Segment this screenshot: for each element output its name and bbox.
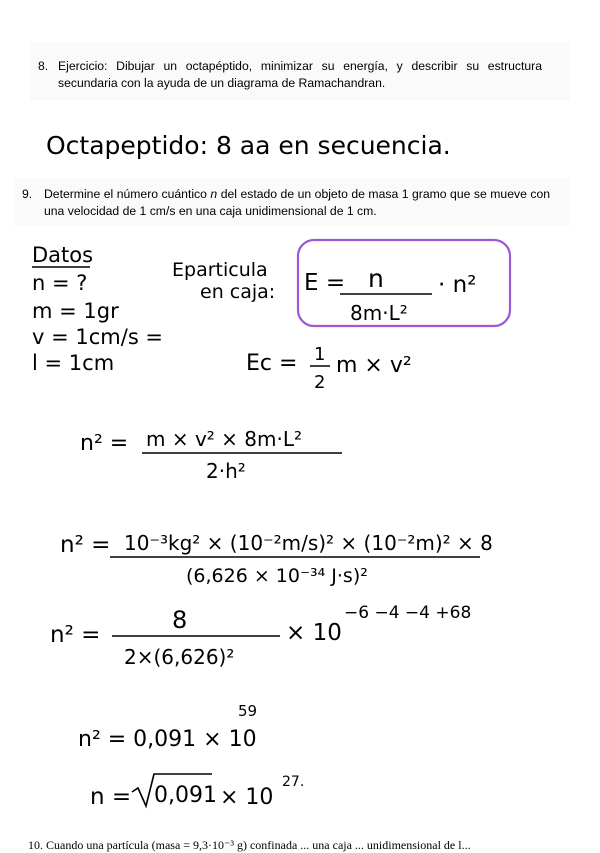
step3-lhs: n² =	[50, 622, 101, 648]
exercise-9-text: Determine el número cuántico n del estado de un objeto de masa 1 gramo que se mueve con una velocidad de 1 cm/s en una caja unidimensional de 1 cm.	[44, 187, 550, 218]
datos-item: l = 1cm	[32, 351, 115, 375]
e-formula-num: n	[368, 264, 384, 293]
e-particula-label-2: en caja:	[200, 281, 276, 303]
step1-num: m × v² × 8m·L²	[146, 427, 303, 451]
step2-num: 10⁻³kg² × (10⁻²m/s)² × (10⁻²m)² × 8	[124, 531, 493, 555]
step2-den: (6,626 × 10⁻³⁴ J·s)²	[186, 565, 368, 587]
step4: n² = 0,091 × 10	[78, 727, 257, 752]
datos-title: Datos	[32, 243, 94, 267]
step1-lhs: n² =	[80, 431, 129, 456]
e-formula-tail: · n²	[438, 272, 477, 298]
exercise-10-partial: 10. Cuando una partícula (masa = 9,3·10⁻³ g) confinada ... una caja ... unidimensional de l...	[28, 838, 471, 852]
datos-item: m = 1gr	[32, 299, 119, 323]
step5-tail: × 10	[220, 785, 274, 810]
exercise-8-answer: Octapeptido: 8 aa en secuencia.	[46, 131, 451, 160]
step5-exp: 27.	[282, 774, 305, 790]
step3-exp: −6 −4 −4 +68	[344, 603, 472, 623]
ec-lhs: Ec =	[246, 351, 298, 376]
exercise-8-number: 8.	[38, 59, 49, 73]
datos-item: v = 1cm/s =	[32, 325, 164, 349]
ec-tail: m × v²	[336, 353, 412, 378]
step3-den: 2×(6,626)²	[124, 645, 235, 669]
ec-num: 1	[314, 344, 326, 365]
step5-lhs: n =	[90, 784, 132, 810]
exercise-8-text: Ejercicio: Dibujar un octapéptido, minimizar su energía, y describir su estructura secundaria con la ayuda de un diagrama de Ramachandran.	[58, 59, 542, 90]
e-formula-lhs: E =	[304, 270, 346, 296]
e-formula-den: 8m·L²	[350, 301, 408, 325]
step2-lhs: n² =	[60, 532, 111, 558]
exercise-9-number: 9.	[22, 187, 33, 201]
step5-root: 0,091	[154, 783, 217, 808]
step4-exp: 59	[238, 702, 258, 720]
e-particula-label: Eparticula	[172, 259, 268, 281]
step3-num: 8	[172, 606, 188, 634]
ec-den: 2	[314, 372, 326, 393]
datos-item: n = ?	[32, 271, 88, 295]
step3-tail: × 10	[286, 620, 342, 646]
step1-den: 2·h²	[206, 459, 246, 483]
